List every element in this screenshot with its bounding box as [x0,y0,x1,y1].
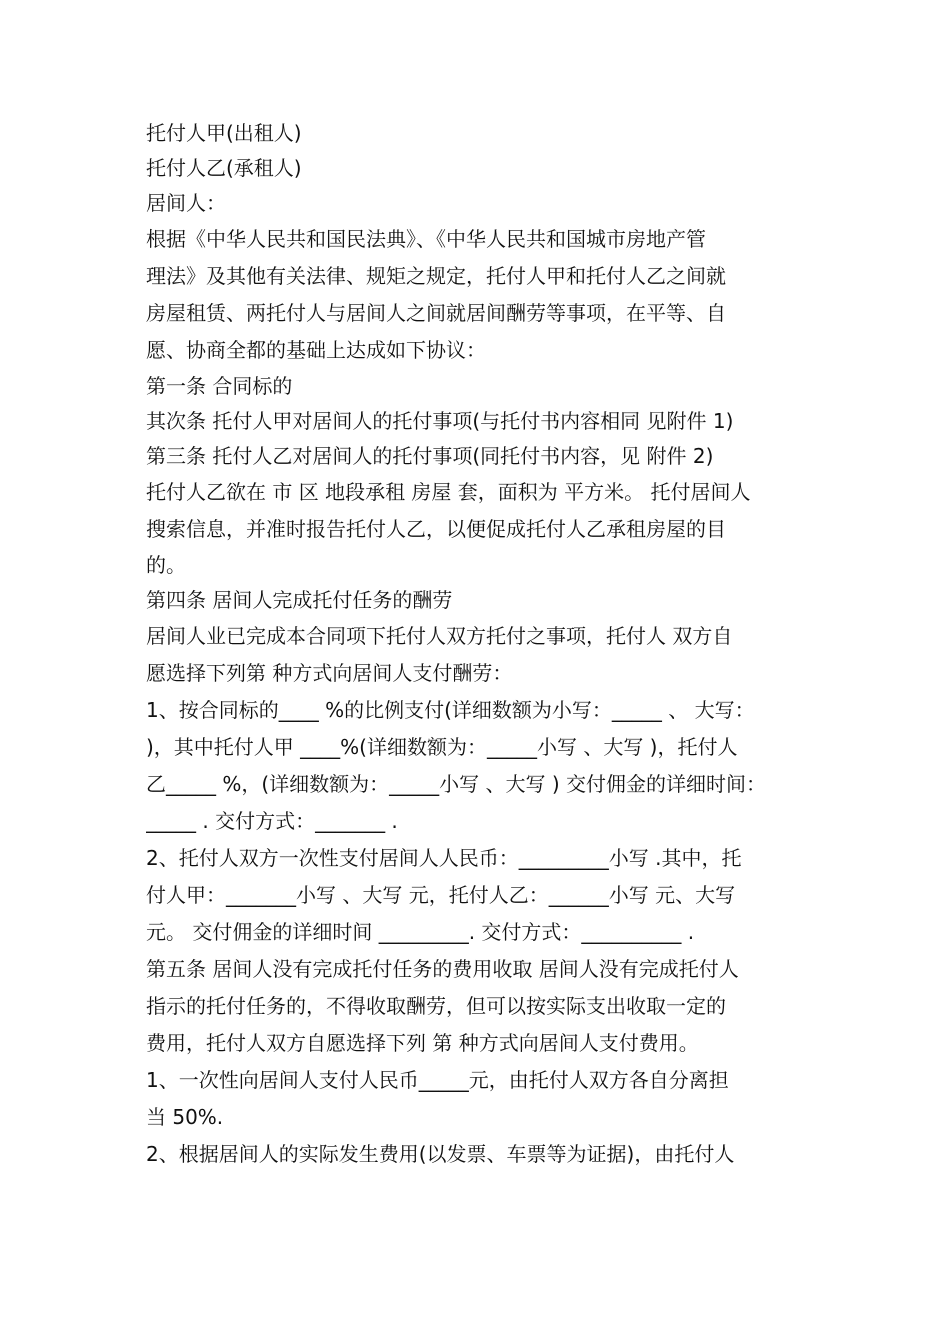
article-3-heading: 第三条 托付人乙对居间人的托付事项(同托付书内容，见 附件 2) [146,444,714,468]
party-b-line: 托付人乙(承租人) [146,156,302,180]
article-5-line: 费用，托付人双方自愿选择下列 第 种方式向居间人支付费用。 [146,1031,699,1055]
preamble-line: 根据《中华人民共和国民法典》、《中华人民共和国城市房地产管 [146,227,706,251]
article-4-item-2-line: 元。 交付佣金的详细时间 _________. 交付方式：__________ . [146,920,695,944]
party-a-line: 托付人甲(出租人) [146,121,302,145]
article-3-body-line: 搜索信息，并准时报告托付人乙，以便促成托付人乙承租房屋的目 [146,517,726,541]
article-3-body-line: 托付人乙欲在 市 区 地段承租 房屋 套，面积为 平方米。 托付居间人 [146,480,751,504]
article-4-item-1-line: _____ . 交付方式：_______ . [146,809,398,833]
article-4-body-line: 居间人业已完成本合同项下托付人双方托付之事项，托付人 双方自 [146,624,733,648]
article-4-body-line: 愿选择下列第 种方式向居间人支付酬劳： [146,661,513,685]
article-4-heading: 第四条 居间人完成托付任务的酬劳 [146,588,453,612]
article-5-item-1-line: 当 50%. [146,1105,224,1129]
article-4-item-2-line: 2、托付人双方一次性支付居间人人民币：_________小写 .其中，托 [146,846,742,870]
article-5-item-2-line: 2、根据居间人的实际发生费用(以发票、车票等为证据)，由托付人 [146,1142,735,1166]
article-2-heading: 其次条 托付人甲对居间人的托付事项(与托付书内容相同 见附件 1) [146,409,734,433]
article-4-item-1-line: )，其中托付人甲 ____%(详细数额为：_____小写 、大写 )，托付人 [146,735,738,759]
preamble-line: 愿、协商全都的基础上达成如下协议： [146,338,486,362]
preamble-line: 理法》及其他有关法律、规矩之规定，托付人甲和托付人乙之间就 [146,264,726,288]
broker-line: 居间人： [146,191,226,215]
article-4-item-1-line: 1、按合同标的____ %的比例支付(详细数额为小写：_____ 、 大写： [146,698,755,722]
article-5-line: 指示的托付任务的，不得收取酬劳，但可以按实际支出收取一定的 [146,994,726,1018]
article-3-body-line: 的。 [146,553,186,577]
preamble-line: 房屋租赁、两托付人与居间人之间就居间酬劳等事项，在平等、自 [146,301,726,325]
article-4-item-2-line: 付人甲：_______小写 、大写 元，托付人乙：______小写 元、大写 [146,883,736,907]
article-5-line: 第五条 居间人没有完成托付任务的费用收取 居间人没有完成托付人 [146,957,739,981]
article-1-heading: 第一条 合同标的 [146,374,293,398]
article-4-item-1-line: 乙_____ %，(详细数额为：_____小写 、大写 ) 交付佣金的详细时间： [146,772,767,796]
document-body [146,116,818,1173]
article-5-item-1-line: 1、一次性向居间人支付人民币_____元，由托付人双方各自分离担 [146,1068,729,1092]
